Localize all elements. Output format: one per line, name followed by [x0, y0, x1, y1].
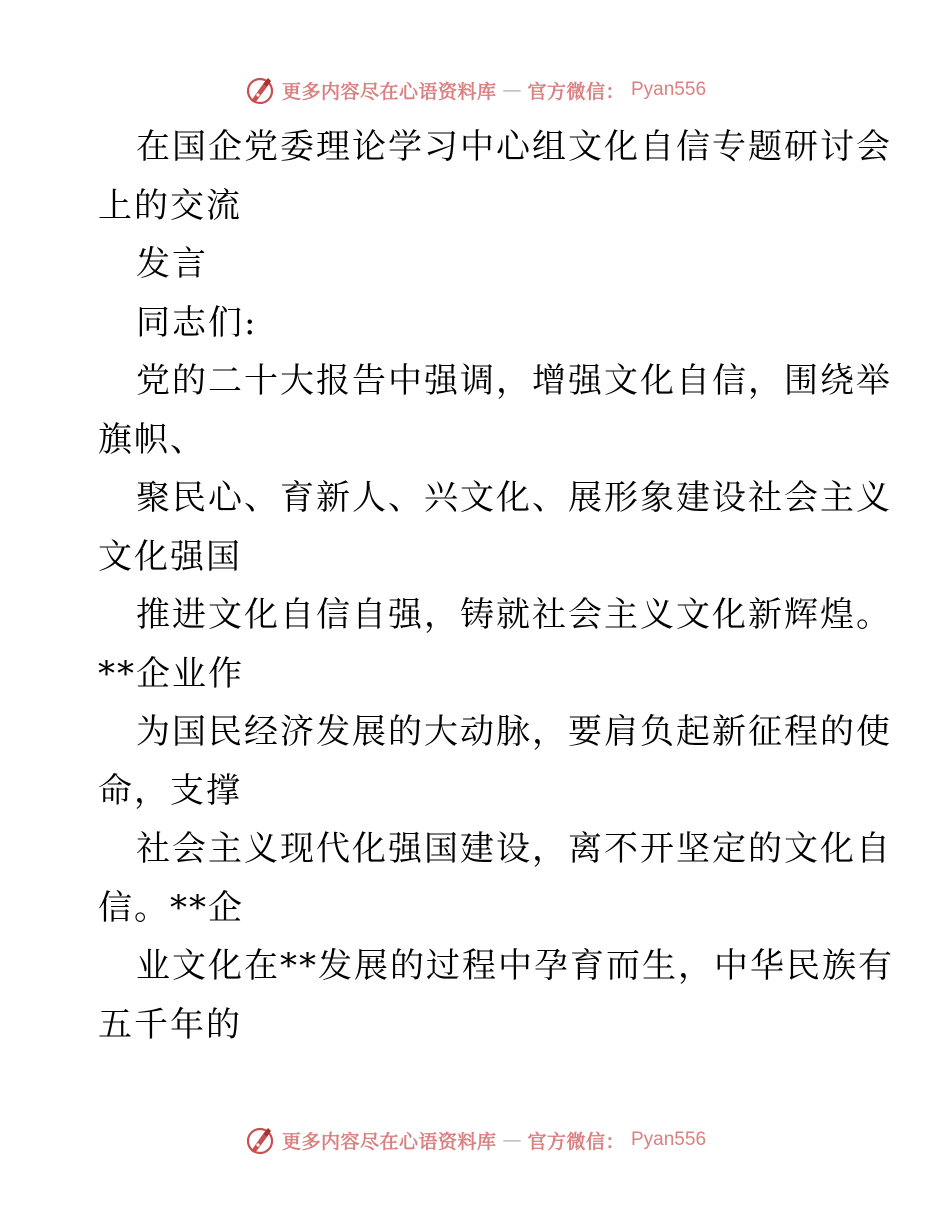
text-line: 五千年的	[98, 1004, 242, 1045]
text-line: 党的二十大报告中强调，增强文化自信，围绕举	[136, 361, 892, 401]
watermark-text: 更多内容尽在心语资料库	[281, 80, 497, 103]
watermark-wechat-label: 官方微信：	[527, 1130, 625, 1153]
text-line: 文化强国	[98, 536, 242, 577]
watermark-wechat-label: 官方微信：	[527, 80, 625, 103]
text-line: 聚民心、育新人、兴文化、展形象建设社会主义	[136, 478, 892, 518]
footer-watermark	[0, 1120, 950, 1160]
watermark-separator: —	[502, 1129, 522, 1151]
watermark-wechat-id: Pyan556	[631, 79, 707, 100]
text-line: 上的交流	[98, 185, 242, 226]
watermark-separator: —	[502, 79, 522, 101]
fountain-pen-logo-icon	[244, 1124, 276, 1156]
text-line: 命，支撑	[98, 770, 242, 811]
text-line: 为国民经济发展的大动脉，要肩负起新征程的使	[136, 712, 892, 752]
text-line: 发言	[136, 244, 208, 284]
document-body	[98, 118, 894, 1054]
text-line: 社会主义现代化强国建设，离不开坚定的文化自	[136, 829, 892, 869]
fountain-pen-logo-icon	[244, 74, 276, 106]
text-line: **企业作	[98, 653, 244, 694]
text-line: 在国企党委理论学习中心组文化自信专题研讨会	[136, 127, 892, 167]
text-line: 推进文化自信自强，铸就社会主义文化新辉煌。	[136, 595, 892, 635]
header-watermark	[0, 70, 950, 110]
greeting-line: 同志们:	[136, 302, 258, 343]
text-line: 旗帜、	[98, 419, 206, 460]
text-line: 业文化在**发展的过程中孕育而生，中华民族有	[136, 946, 894, 986]
text-line: 信。**企	[98, 887, 244, 928]
watermark-text: 更多内容尽在心语资料库	[281, 1130, 497, 1153]
watermark-wechat-id: Pyan556	[631, 1129, 707, 1150]
